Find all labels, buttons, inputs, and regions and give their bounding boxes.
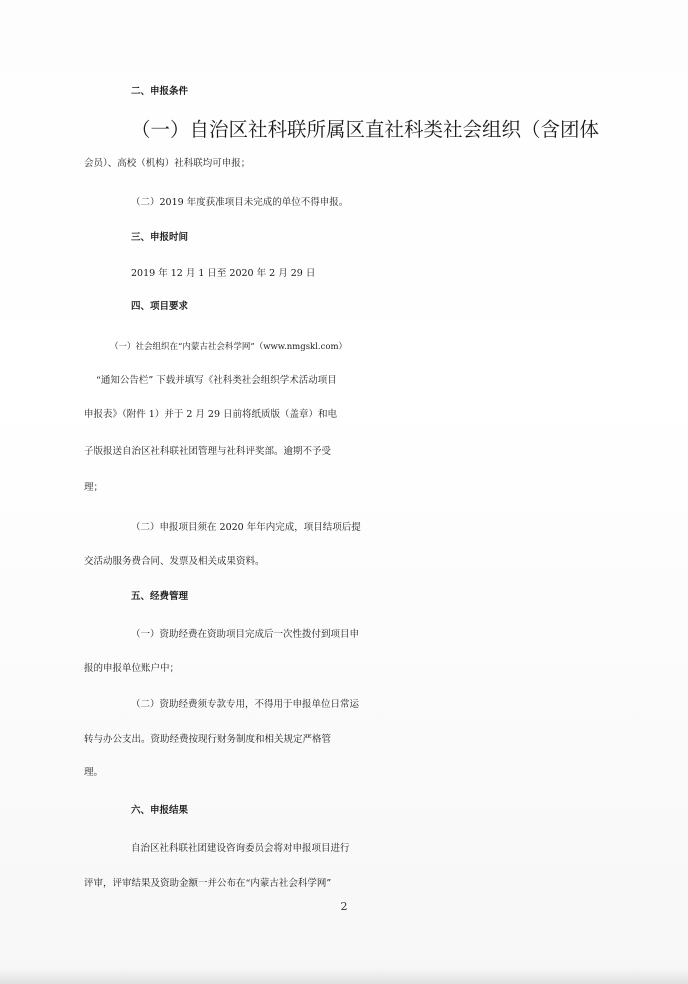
paragraph-line: 2019 年 12 月 1 日至 2020 年 2 月 29 日	[131, 268, 316, 279]
paragraph-line: 交活动服务费合同、发票及相关成果资料。	[84, 556, 265, 567]
paragraph-line: （一）自治区社科联所属区直社科类社会组织（含团体	[131, 118, 600, 141]
paragraph-line: 子版报送自治区社科联社团管理与社科评奖部。逾期不予受	[84, 446, 332, 457]
section-heading-conditions: 二、申报条件	[131, 86, 189, 97]
scan-shadow	[0, 968, 688, 984]
paragraph-line: 转与办公支出。资助经费按现行财务制度和相关规定严格管	[84, 734, 332, 745]
paragraph-line: 申报表》（附件 1）并于 2 月 29 日前将纸质版（盖章）和电	[84, 409, 338, 420]
paragraph-line: 自治区社科联社团建设咨询委员会将对申报项目进行	[131, 843, 350, 854]
section-heading-funding: 五、经费管理	[131, 591, 189, 602]
paragraph-line: （二）申报项目须在 2020 年年内完成，项目结项后提	[131, 522, 361, 533]
paragraph-line: 会员）、高校（机构）社科联均可申报；	[84, 158, 251, 169]
section-heading-results: 六、申报结果	[131, 805, 189, 816]
paragraph-line: （一）资助经费在资助项目完成后一次性拨付到项目申	[131, 629, 360, 640]
section-heading-time: 三、申报时间	[131, 232, 189, 243]
paragraph-line: （二）2019 年度获准项目未完成的单位不得申报。	[131, 197, 349, 208]
section-heading-requirements: 四、项目要求	[131, 301, 189, 312]
paragraph-line: 理；	[84, 482, 104, 493]
page-number: 2	[340, 900, 348, 913]
paragraph-line: 评审，评审结果及资助金额一并公布在“内蒙古社会科学网”	[84, 878, 332, 889]
paragraph-line: （一）社会组织在“内蒙古社会科学网”（www.nmgskl.com）	[110, 342, 348, 352]
paragraph-line: 理。	[84, 767, 104, 778]
paragraph-line: 报的申报单位账户中；	[84, 663, 180, 674]
paragraph-line: “通知公告栏” 下载并填写《社科类社会组织学术活动项目	[96, 375, 337, 386]
paragraph-line: （二）资助经费须专款专用，不得用于申报单位日常运	[131, 699, 360, 710]
